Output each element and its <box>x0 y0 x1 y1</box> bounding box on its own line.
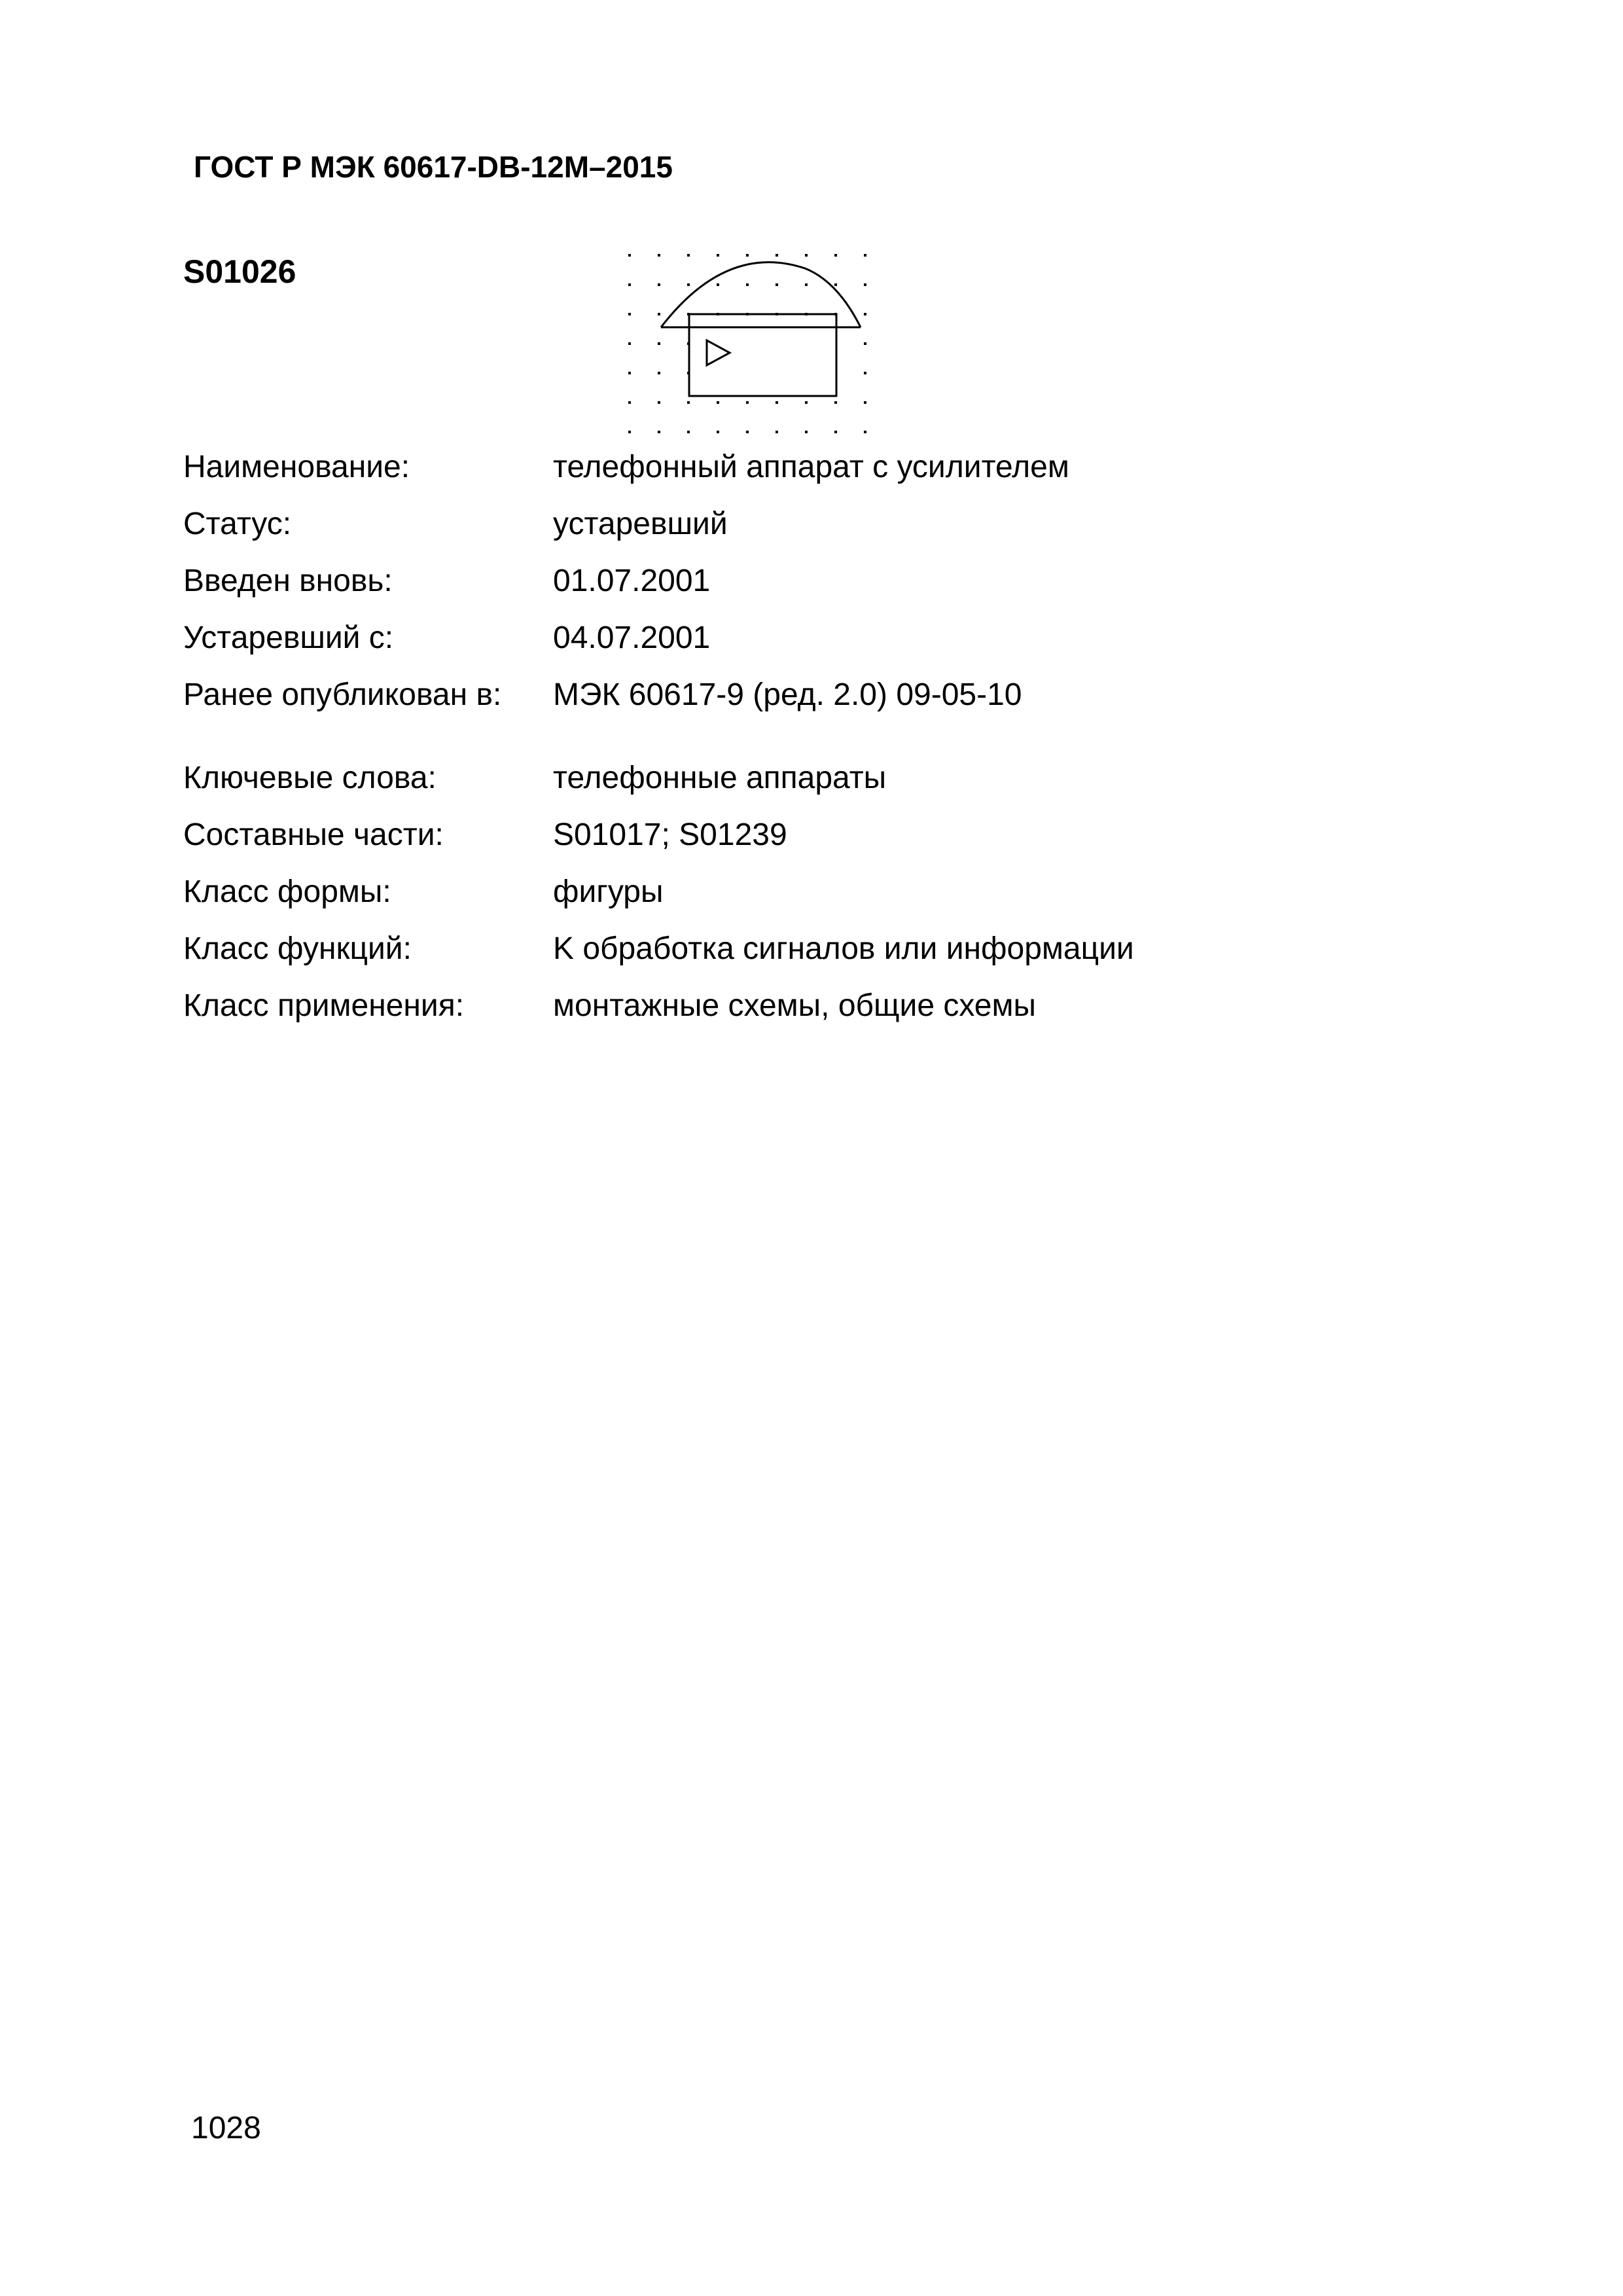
document-header: ГОСТ Р МЭК 60617-DB-12M–2015 <box>194 150 673 184</box>
grid-dot <box>805 283 808 286</box>
grid-dot <box>834 401 837 404</box>
property-label: Ключевые слова: <box>183 761 437 795</box>
property-value: фигуры <box>553 874 664 909</box>
grid-dot <box>776 401 778 404</box>
property-row-components <box>183 806 1427 863</box>
grid-dot <box>864 342 866 345</box>
property-label: Статус: <box>183 507 292 541</box>
property-row-name <box>183 439 1427 495</box>
grid-dot <box>658 372 660 374</box>
grid-dot <box>717 283 719 286</box>
grid-dot <box>776 254 778 257</box>
grid-dot <box>628 431 631 433</box>
amplifier-triangle-icon <box>707 340 730 365</box>
property-value: монтажные схемы, общие схемы <box>553 988 1036 1023</box>
grid-dot <box>864 254 866 257</box>
property-label: Составные части: <box>183 817 444 852</box>
page-number: 1028 <box>191 2111 261 2145</box>
grid-dot <box>628 401 631 404</box>
symbol-code: S01026 <box>183 253 296 290</box>
grid-dot <box>864 431 866 433</box>
properties-table <box>183 439 1427 1034</box>
grid-dot <box>834 431 837 433</box>
grid-dot <box>834 254 837 257</box>
grid-dot <box>628 342 631 345</box>
grid-dot <box>658 342 660 345</box>
grid-dot <box>746 431 749 433</box>
grid-dot <box>687 254 690 257</box>
grid-dot <box>658 313 660 315</box>
grid-dot <box>658 283 660 286</box>
grid-dot <box>628 372 631 374</box>
property-label: Наименование: <box>183 450 410 484</box>
property-row-introduced <box>183 552 1427 609</box>
property-value: 01.07.2001 <box>553 564 711 598</box>
grid-dot <box>628 254 631 257</box>
property-label: Ранее опубликован в: <box>183 677 502 712</box>
grid-dot <box>717 401 719 404</box>
property-label: Класс функций: <box>183 931 412 966</box>
property-label: Класс применения: <box>183 988 465 1023</box>
grid-dot <box>864 372 866 374</box>
grid-dot <box>805 254 808 257</box>
property-value: 04.07.2001 <box>553 620 711 655</box>
grid-dot <box>864 313 866 315</box>
grid-dot <box>658 431 660 433</box>
property-row-status <box>183 495 1427 552</box>
property-row-obsolete-since <box>183 609 1427 666</box>
grid-dot <box>628 313 631 315</box>
property-value: МЭК 60617-9 (ред. 2.0) 09-05-10 <box>553 677 1022 712</box>
grid-dot <box>776 283 778 286</box>
property-row-application-class <box>183 977 1427 1034</box>
property-label: Введен вновь: <box>183 564 393 598</box>
property-value: телефонные аппараты <box>553 761 887 795</box>
grid-dot <box>687 283 690 286</box>
grid-dot <box>717 254 719 257</box>
property-value: S01017; S01239 <box>553 817 787 852</box>
property-row-keywords <box>183 749 1427 806</box>
grid-dot <box>776 431 778 433</box>
property-row-previously-published <box>183 666 1427 723</box>
property-value: K обработка сигналов или информации <box>553 931 1134 966</box>
property-value: телефонный аппарат с усилителем <box>553 450 1069 484</box>
property-label: Класс формы: <box>183 874 391 909</box>
grid-dots <box>628 254 866 433</box>
property-row-function-class <box>183 920 1427 977</box>
grid-dot <box>864 401 866 404</box>
grid-dot <box>805 431 808 433</box>
grid-dot <box>864 283 866 286</box>
grid-dot <box>628 283 631 286</box>
grid-dot <box>746 401 749 404</box>
handset-arc <box>661 262 861 327</box>
grid-dot <box>746 254 749 257</box>
property-row-shape-class <box>183 863 1427 920</box>
grid-dot <box>746 283 749 286</box>
telephone-amplifier-symbol-icon <box>622 249 897 439</box>
grid-dot <box>717 431 719 433</box>
grid-dot <box>805 401 808 404</box>
grid-dot <box>658 254 660 257</box>
property-value: устаревший <box>553 507 728 541</box>
grid-dot <box>834 283 837 286</box>
grid-dot <box>687 431 690 433</box>
property-label: Устаревший с: <box>183 620 394 655</box>
grid-dot <box>658 401 660 404</box>
grid-dot <box>687 401 690 404</box>
